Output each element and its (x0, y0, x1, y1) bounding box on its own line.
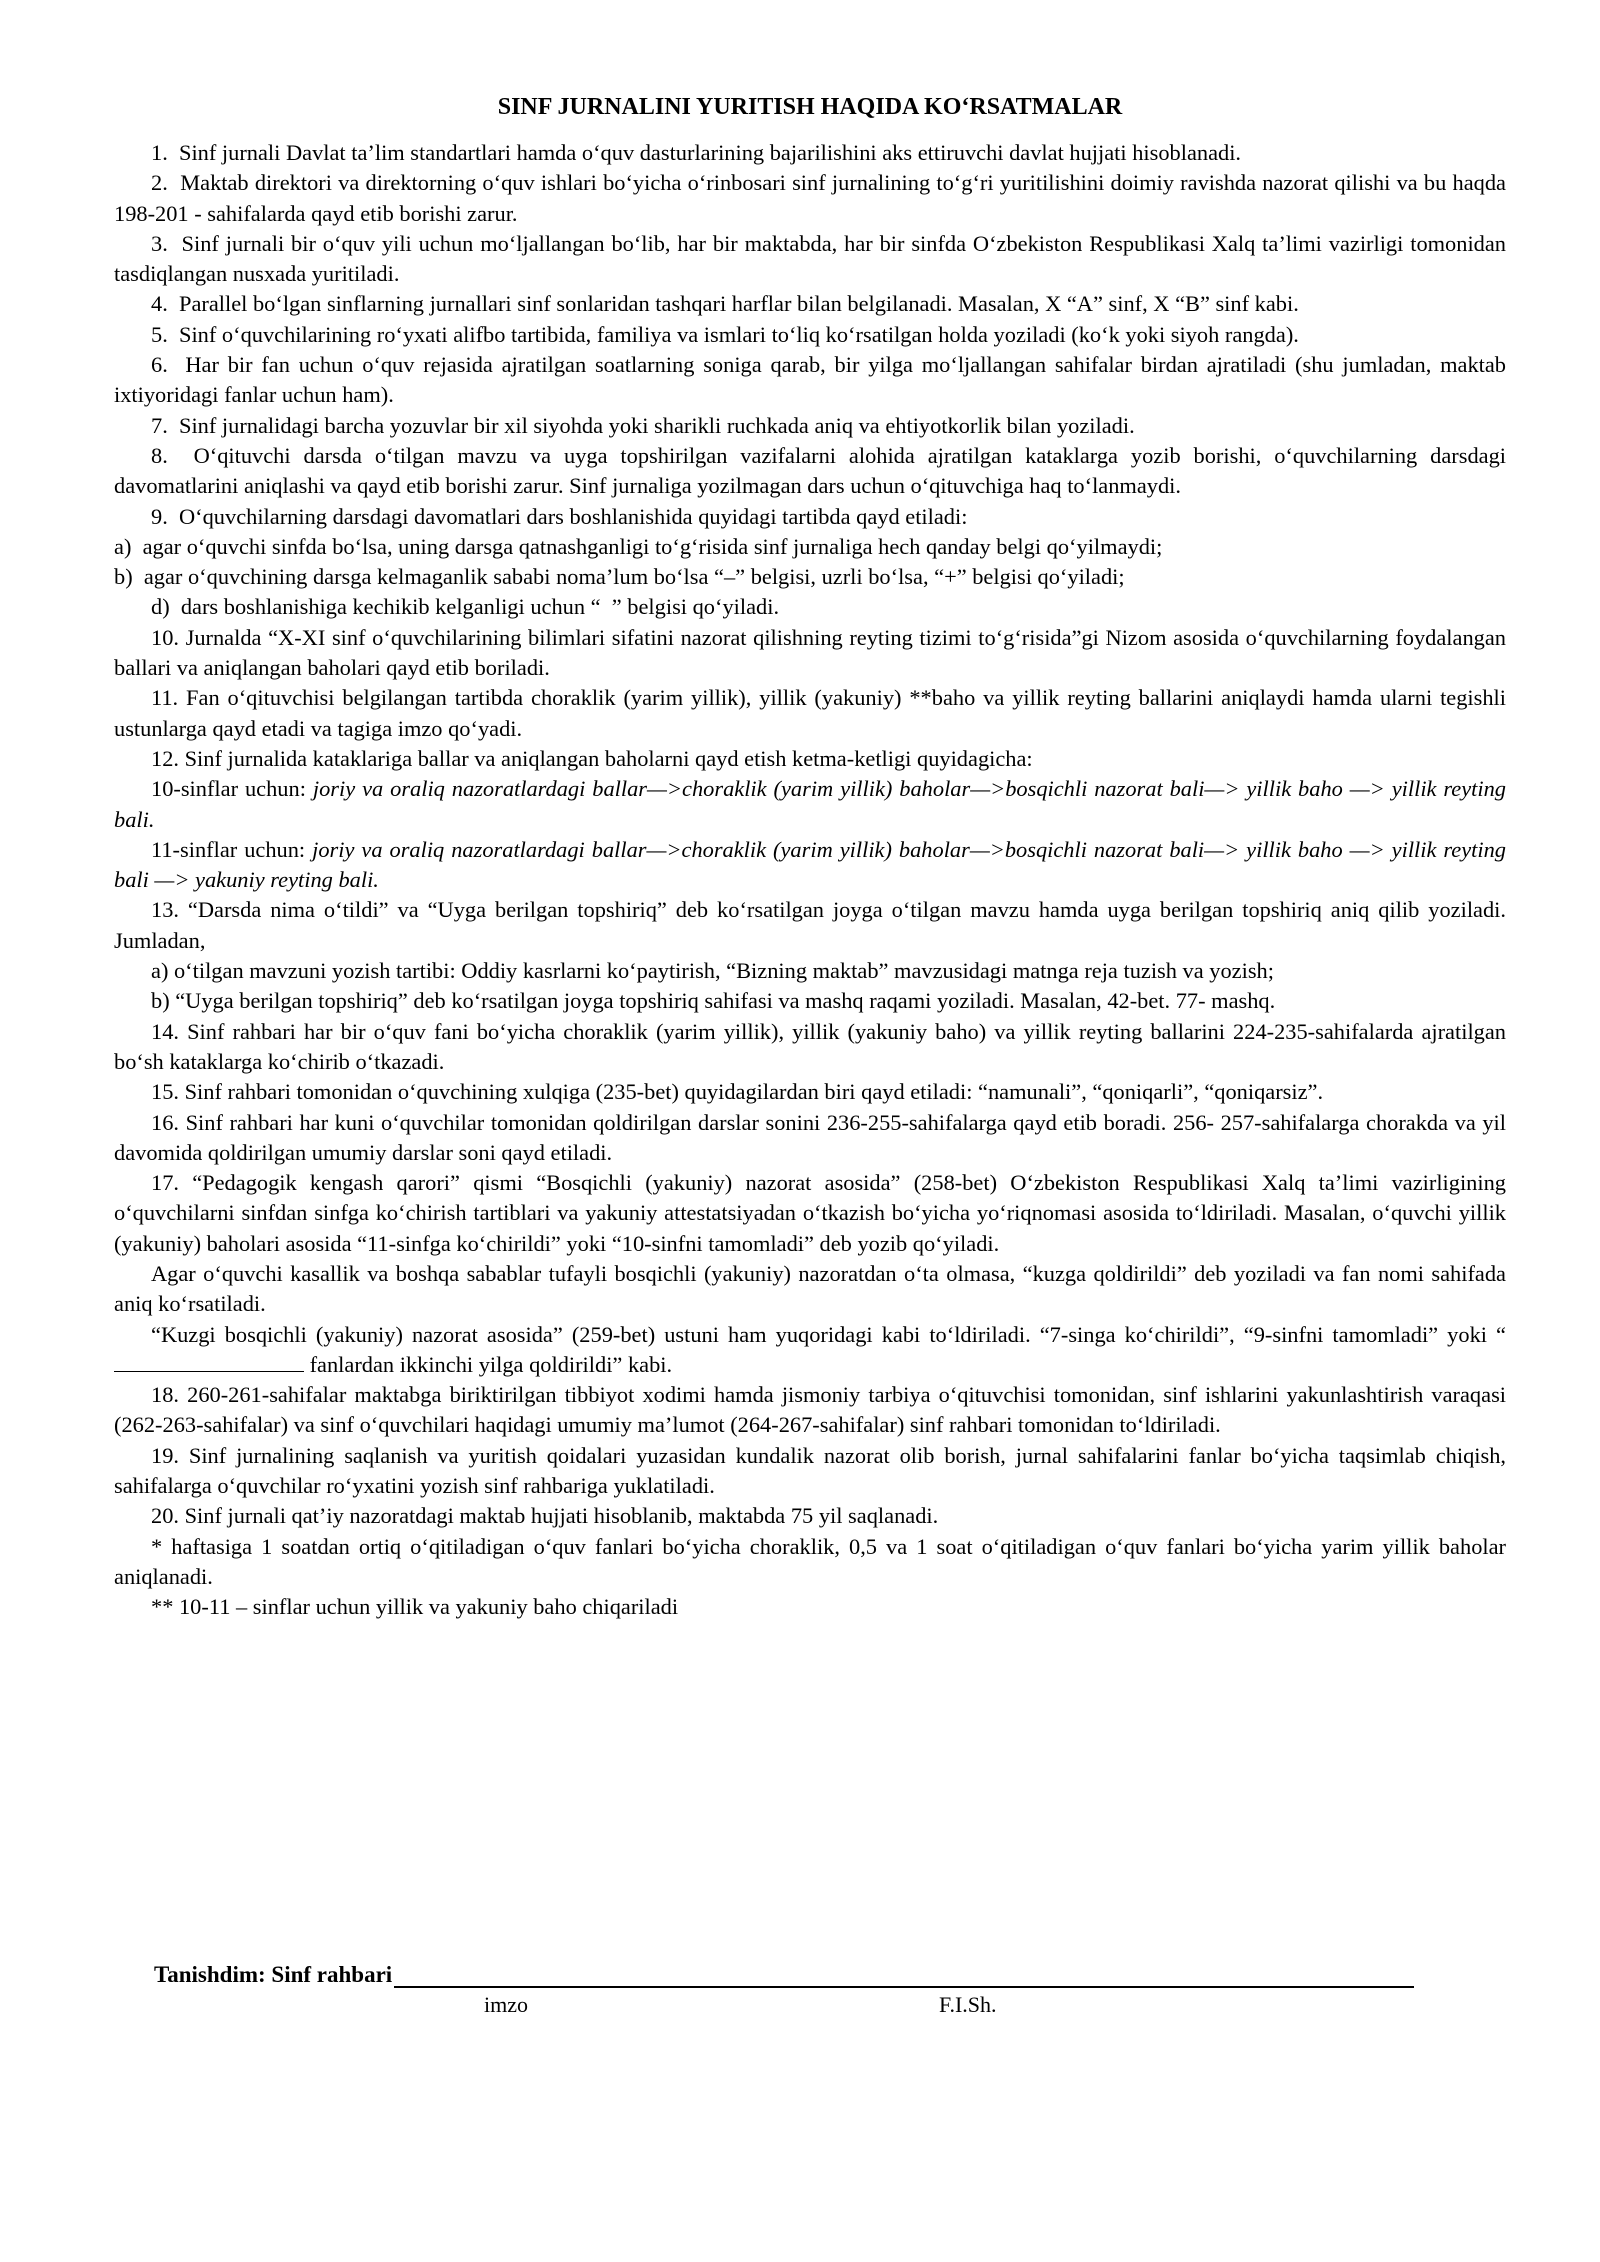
document-title: SINF JURNALINI YURITISH HAQIDA KO‘RSATMALAR (497, 94, 1123, 120)
kuzgi-before: “Kuzgi bosqichli (yakuniy) nazorat asosida” (259-bet) ustuni ham yuqoridagi kabi to‘ldiriladi. “7-singa ko‘chirildi”, “9-sinfni tamomladi” yoki “ (151, 1321, 1506, 1347)
sequence-10 (114, 774, 1506, 835)
paragraph-15: 15. Sinf rahbari tomonidan o‘quvchining xulqiga (235-bet) quyidagilardan biri qayd etiladi: “namunali”, “qoniqarli”, “qoniqarsiz”. (151, 1079, 1324, 1105)
paragraph-17-note: Agar o‘quvchi kasallik va boshqa sabablar tufayli bosqichli (yakuniy) nazoratdan o‘ta olmasa, “kuzga qoldirildi” deb yoziladi va fan nomi sahifada aniq ko‘rsatiladi. (114, 1260, 1506, 1317)
paragraph-13: 13. “Darsda nima o‘tildi” va “Uyga berilgan topshiriq” deb ko‘rsatilgan joyga o‘tilgan mavzu hamda uyga berilgan topshiriq aniq qilib yoziladi. Jumladan, (114, 897, 1506, 953)
paragraph-16: 16. Sinf rahbari har kuni o‘quvchilar tomonidan qoldirilgan darslar sonini 236-255-sahifalarga qayd etib boradi. 256- 257-sahifalarga chorakda va yil davomida qoldirilgan umumiy darslar soni qayd etiladi. (114, 1109, 1506, 1165)
paragraph-12: 12. Sinf jurnalida kataklariga ballar va aniqlangan baholarni qayd etish ketma-ketligi quyidagicha: (151, 745, 1033, 771)
paragraph-14: 14. Sinf rahbari har bir o‘quv fani bo‘yicha choraklik (yarim yillik), yillik (yakuniy baho) va yillik reyting ballarini 224-235-sahifalarda ajratilgan bo‘sh kataklarga ko‘chirib o‘tkazadi. (114, 1018, 1506, 1074)
footnote-1: * haftasiga 1 soatdan ortiq o‘qitiladigan o‘quv fanlari bo‘yicha choraklik, 0,5 va 1 soat o‘qitiladigan o‘quv fanlari bo‘yicha yarim yillik baholar aniqlanadi. (114, 1533, 1506, 1589)
sequence-11-text: joriy va oraliq nazoratlardagi ballar—>choraklik (yarim yillik) baholar—>bosqichli nazorat bali—> yillik baho —> yillik reyting bali —> yakuniy reyting bali. (114, 836, 1506, 893)
paragraph-18: 18. 260-261-sahifalar maktabga biriktirilgan tibbiyot xodimi hamda jismoniy tarbiya o‘qituvchisi tomonidan, sinf ishlarini yakunlashtirish varaqasi (262-263-sahifalar) va sinf o‘quvchilari haqidagi umumiy ma’lumot (264-267-sahifalar) sinf rahbari tomonidan to‘ldiriladi. (114, 1382, 1506, 1438)
signature-caption-imzo: imzo (484, 1992, 528, 2017)
paragraph-9: 9. O‘quvchilarning darsdagi davomatlari dars boshlanishida quyidagi tartibda qayd etiladi: (151, 503, 968, 529)
paragraph-6: 6. Har bir fan uchun o‘quv rejasida ajratilgan soatlarning soniga qarab, bir yilga mo‘ljallangan sahifalar birdan ajratiladi (shu jumladan, maktab ixtiyoridagi fanlar uchun ham). (114, 352, 1506, 408)
paragraph-2: 2. Maktab direktori va direktorning o‘quv ishlari bo‘yicha o‘rinbosari sinf jurnalining to‘g‘ri yuritilishini doimiy ravishda nazorat qilishi va bu haqda 198-201 - sahifalarda qayd etib borishi zarur. (114, 170, 1506, 226)
sequence-10-text: joriy va oraliq nazoratlardagi ballar—>choraklik (yarim yillik) baholar—>bosqichli nazorat bali—> yillik baho —> yillik reyting bali. (114, 776, 1506, 832)
signature-rule (394, 1964, 1414, 1988)
paragraph-4: 4. Parallel bo‘lgan sinflarning jurnallari sinf sonlaridan tashqari harflar bilan belgilanadi. Masalan, X “A” sinf, X “B” sinf kabi. (151, 291, 1299, 317)
signature-label: Tanishdim: Sinf rahbari (154, 1962, 393, 1987)
instructions-document (114, 92, 1506, 1623)
paragraph-10: 10. Jurnalda “X-XI sinf o‘quvchilarining bilimlari sifatini nazorat qilishning reyting tizimi to‘g‘risida”gi Nizom asosida o‘quvchilarning foydalangan ballari va aniqlangan baholari qayd etib boriladi. (114, 624, 1506, 681)
signature-block (154, 1962, 1414, 2018)
footnote-2: ** 10-11 – sinflar uchun yillik va yakuniy baho chiqariladi (151, 1594, 679, 1620)
paragraph-17: 17. “Pedagogik kengash qarori” qismi “Bosqichli (yakuniy) nazorat asosida” (258-bet) O‘zbekiston Respublikasi Xalq ta’limi vazirligining o‘quvchilarni sinfdan sinfga ko‘chirish tartiblari va yakuniy attestatsiyadan o‘tkazish bo‘yicha yo‘riqnomasi asosida to‘ldiriladi. Masalan, o‘quvchi yillik (yakuniy) baholari asosida “11-sinfga ko‘chirildi” yoki “10-sinfni tamomladi” deb yozib qo‘yiladi. (114, 1170, 1506, 1256)
paragraph-9-item-a: a) agar o‘quvchi sinfda bo‘lsa, uning darsga qatnashganligi to‘g‘risida sinf jurnaliga hech qanday belgi qo‘yilmaydi; (114, 533, 1163, 559)
sequence-11 (114, 835, 1506, 896)
paragraph-9-item-b: b) agar o‘quvchining darsga kelmaganlik sababi noma’lum bo‘lsa “–” belgisi, uzrli bo‘lsa, “+” belgisi qo‘yiladi; (114, 564, 1125, 590)
kuzgi-after: fanlardan ikkinchi yilga qoldirildi” kabi. (304, 1351, 673, 1377)
signature-captions (154, 1988, 1414, 2018)
signature-caption-fish: F.I.Sh. (939, 1992, 997, 2017)
sequence-11-lead: 11-sinflar uchun: (151, 836, 313, 862)
paragraph-3: 3. Sinf jurnali bir o‘quv yili uchun mo‘ljallangan bo‘lib, har bir maktabda, har bir sinfda O‘zbekiston Respublikasi Xalq ta’limi vazirligi tomonidan tasdiqlangan nusxada yuritiladi. (114, 230, 1506, 287)
paragraph-9-item-d: d) dars boshlanishiga kechikib kelganligi uchun “ ” belgisi qo‘yiladi. (151, 594, 780, 620)
paragraph-8: 8. O‘qituvchi darsda o‘tilgan mavzu va uyga topshirilgan vazifalarni alohida ajratilgan kataklarga yozib borishi, o‘quvchilarning darsdagi davomatlarini aniqlashi va qayd etib borishi zarur. Sinf jurnaliga yozilmagan dars uchun o‘qituvchiga haq to‘lanmaydi. (114, 442, 1506, 499)
paragraph-13-item-b: b) “Uyga berilgan topshiriq” deb ko‘rsatilgan joyga topshiriq sahifasi va mashq raqami yoziladi. Masalan, 42-bet. 77- mashq. (151, 988, 1276, 1014)
paragraph-13-item-a: a) o‘tilgan mavzuni yozish tartibi: Oddiy kasrlarni ko‘paytirish, “Bizning maktab” mavzusidagi matnga reja tuzish va yozish; (151, 958, 1274, 984)
paragraph-1: 1. Sinf jurnali Davlat ta’lim standartlari hamda o‘quv dasturlarining bajarilishini aks ettiruvchi davlat hujjati hisoblanadi. (151, 140, 1242, 165)
signature-line (154, 1962, 1414, 1988)
sequence-10-lead: 10-sinflar uchun: (151, 776, 313, 802)
paragraph-5: 5. Sinf o‘quvchilarining ro‘yxati alifbo tartibida, familiya va ismlari to‘liq ko‘rsatilgan holda yoziladi (ko‘k yoki siyoh rangda). (151, 321, 1299, 347)
paragraph-19: 19. Sinf jurnalining saqlanish va yuritish qoidalari yuzasidan kundalik nazorat olib borish, jurnal sahifalarini fanlar bo‘yicha taqsimlab chiqish, sahifalarga o‘quvchilar ro‘yxatini yozish sinf rahbariga yuklatiladi. (114, 1442, 1506, 1499)
paragraph-11: 11. Fan o‘qituvchisi belgilangan tartibda choraklik (yarim yillik), yillik (yakuniy) **baho va yillik reyting ballarini aniqlaydi hamda ularni tegishli ustunlarga qayd etadi va tagiga imzo qo‘yadi. (114, 685, 1506, 741)
paragraph-20: 20. Sinf jurnali qat’iy nazoratdagi maktab hujjati hisoblanib, maktabda 75 yil saqlanadi. (151, 1503, 939, 1529)
paragraph-7: 7. Sinf jurnalidagi barcha yozuvlar bir xil siyohda yoki sharikli ruchkada aniq va ehtiyotkorlik bilan yoziladi. (151, 412, 1135, 438)
paragraph-kuzgi (114, 1320, 1506, 1381)
fill-in-blank (114, 1353, 304, 1372)
